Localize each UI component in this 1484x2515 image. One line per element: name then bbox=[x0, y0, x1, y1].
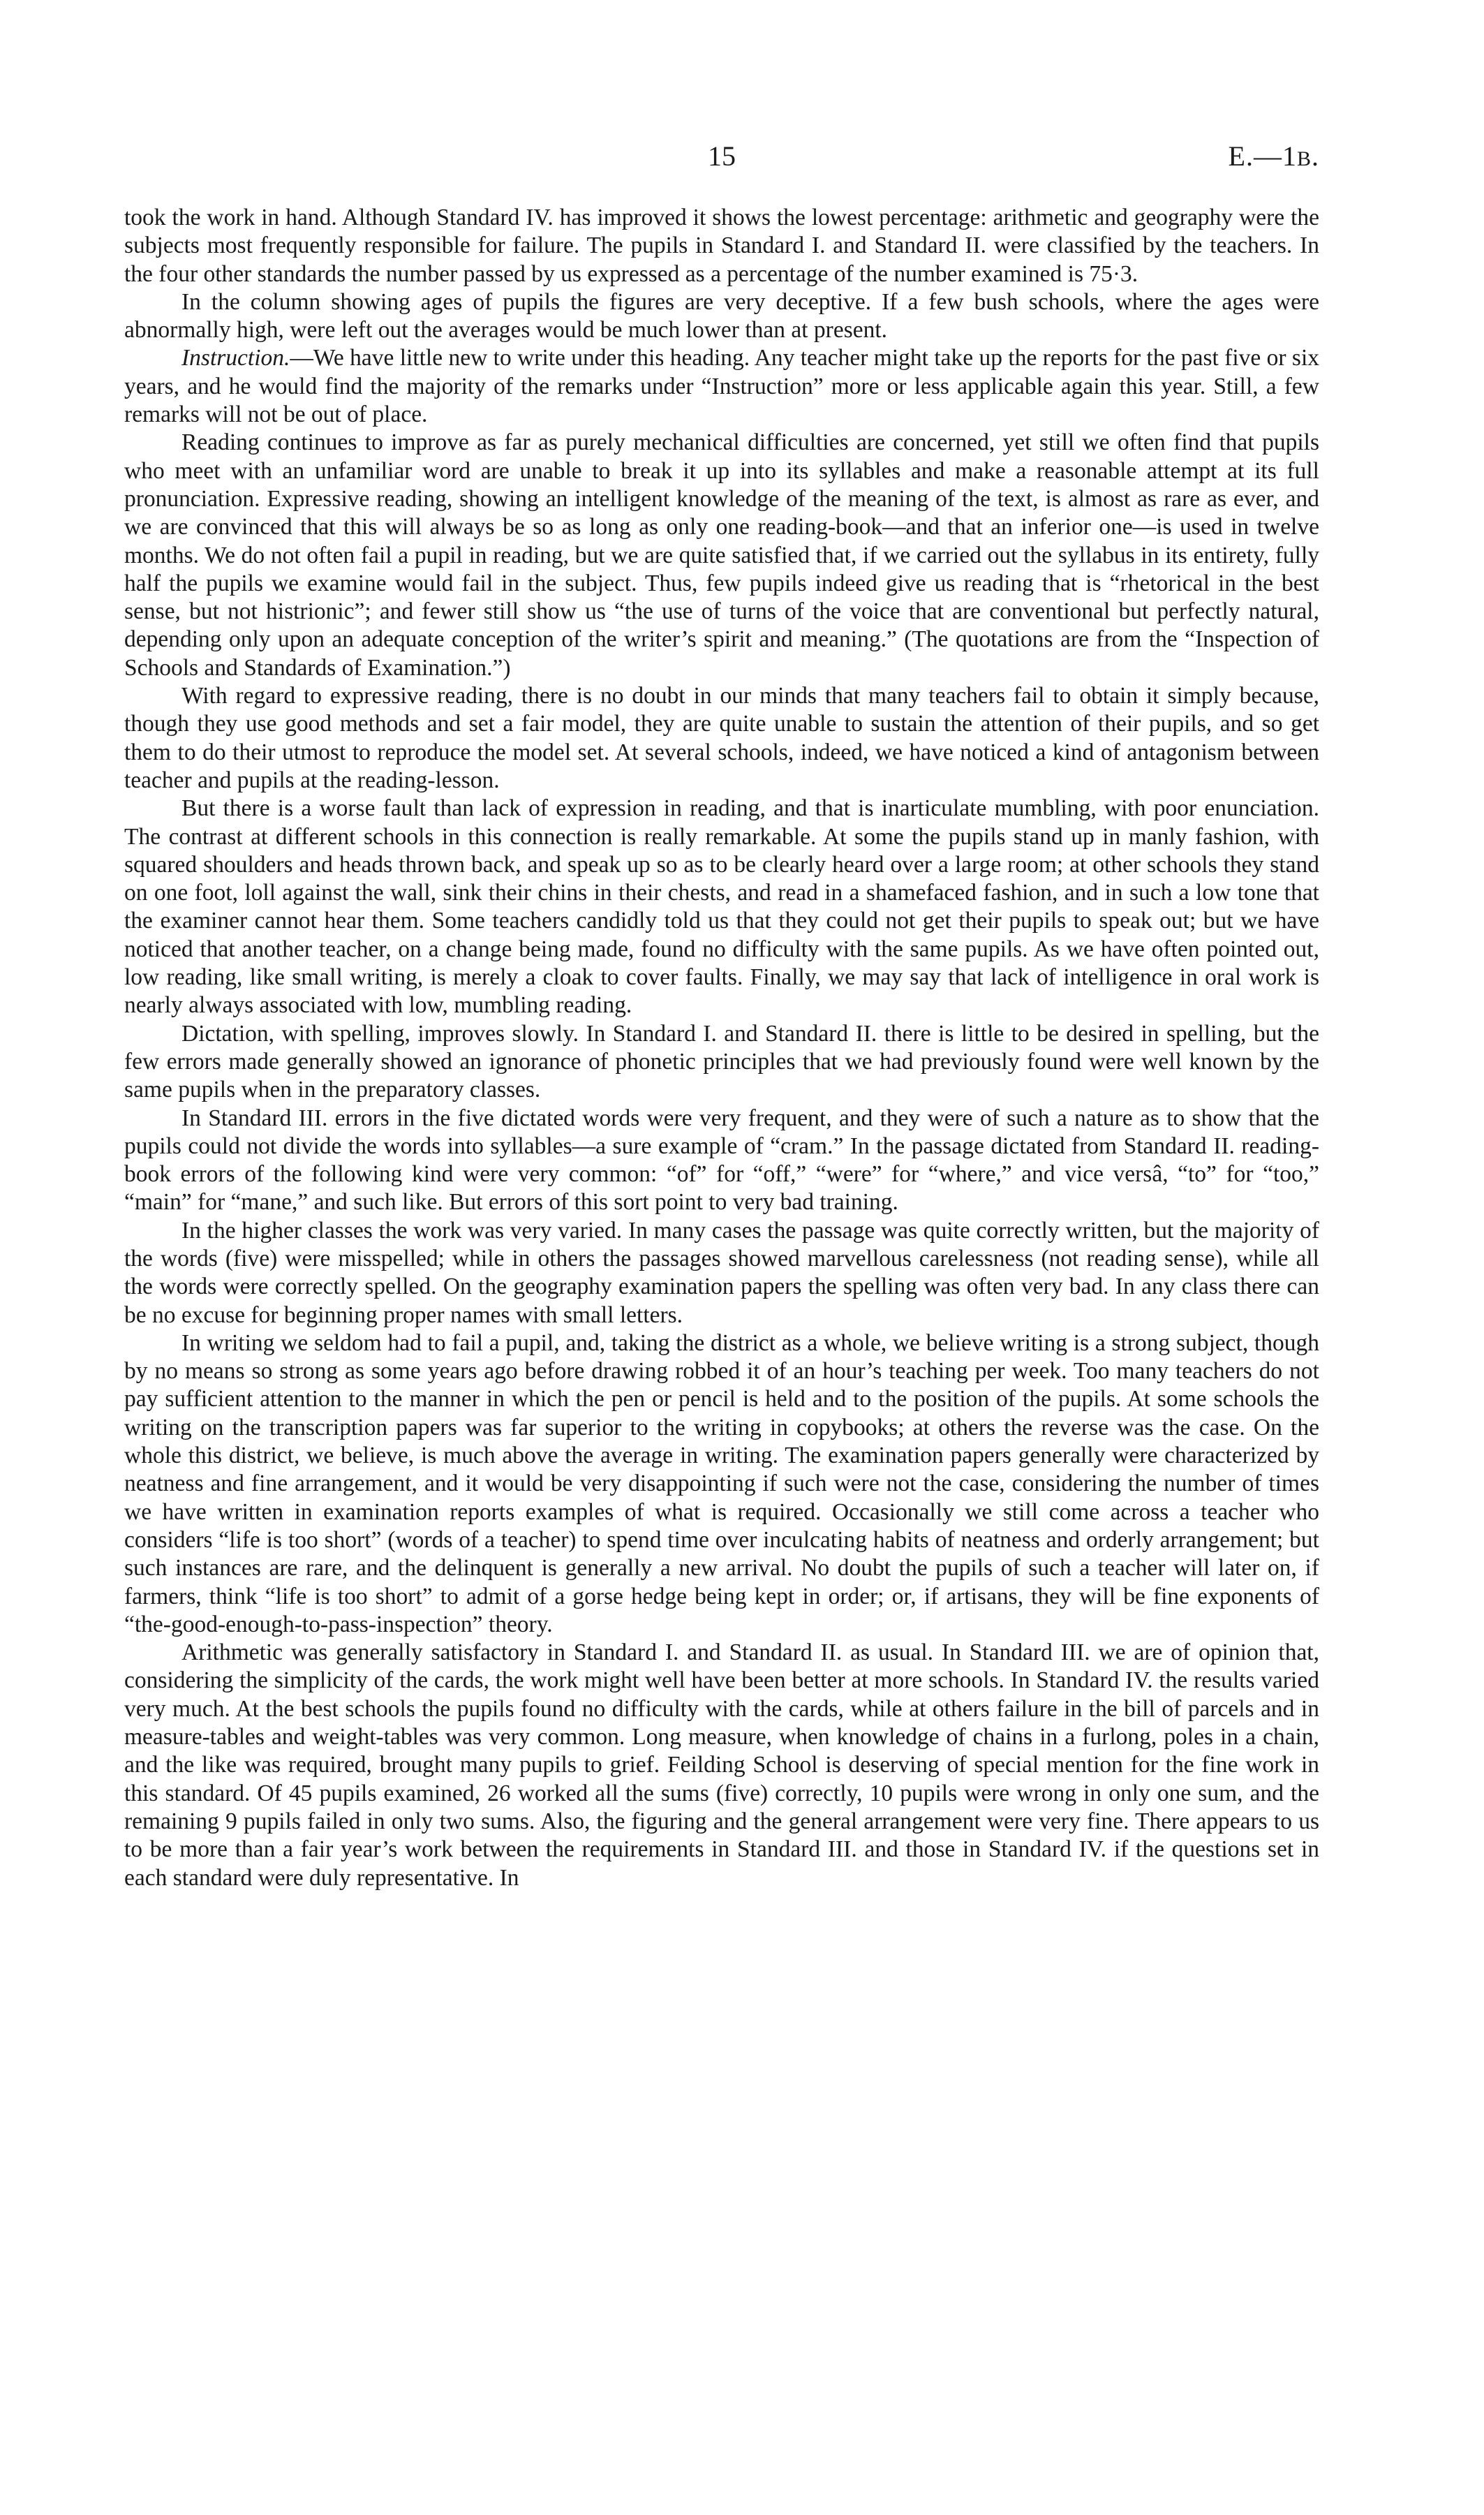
page-number: 15 bbox=[708, 140, 736, 172]
paragraph-text: But there is a worse fault than lack of expression in reading, and that is inarticulate mumbling, with poor enunciation. The contrast at different schools in this connection is really remarkable. At some the pupils stand up in manly fashion, with squared shoulders and heads thrown back, and speak up so as to be clearly heard over a large room; at other schools they stand on one foot, loll against the wall, sink their chins in their chests, and read in a shamefaced fashion, and in such a low tone that the examiner cannot hear them. Some teachers candidly told us that they could not get their pupils to speak out; but we have noticed that another teacher, on a change being made, found no difficulty with the same pupils. As we have often pointed out, low reading, like small writing, is merely a cloak to cover faults. Finally, we may say that lack of intelligence in oral work is nearly always associated with low, mumbling reading. bbox=[124, 795, 1319, 1019]
paragraph-text: In writing we seldom had to fail a pupil, and, taking the district as a whole, we believe writing is a strong subject, though by no means so strong as some years ago before drawing robbed it of an hour’s teaching per week. Too many teachers do not pay sufficient attention to the manner in which the pen or pencil is held and to the position of the pupils. At some schools the writing on the transcription papers was far superior to the writing in copybooks; at others the reverse was the case. On the whole this district, we believe, is much above the average in writing. The examination papers generally were characterized by neatness and fine arrangement, and it would be very disappointing if such were not the case, considering the number of times we have written in examination reports examples of what is required. Occasionally we still come across a teacher who considers “life is too short” (words of a teacher) to spend time over inculcating habits of neatness and orderly arrangement; but such instances are rare, and the delinquent is generally a new arrival. No doubt the pupils of such a teacher will later on, if farmers, think “life is too short” to admit of a gorse hedge being kept in order; or, if artisans, they will be fine exponents of “the-good-enough-to-pass-inspection” theory. bbox=[124, 1329, 1319, 1637]
document-code-prefix: E.—1 bbox=[1228, 140, 1297, 172]
paragraph-9 bbox=[124, 1217, 1319, 1329]
paragraph-1 bbox=[124, 204, 1319, 288]
document-code bbox=[1229, 140, 1319, 172]
paragraph-8 bbox=[124, 1105, 1319, 1217]
paragraph-text: Arithmetic was generally satisfactory in Standard I. and Standard II. as usual. In Standard III. we are of opinion that, considering the simplicity of the cards, the work might well have been better at more schools. In Standard IV. the results varied very much. At the best schools the pupils found no difficulty with the cards, while at others failure in the bill of parcels and in measure-tables and weight-tables was very common. Long measure, when knowledge of chains in a furlong, poles in a chain, and the like was required, brought many pupils to grief. Feilding School is deserving of special mention for the fine work in this standard. Of 45 pupils examined, 26 worked all the sums (five) correctly, 10 pupils were wrong in only one sum, and the remaining 9 pupils failed in only two sums. Also, the figuring and the general arrangement were very fine. There appears to us to be more than a fair year’s work between the requirements in Standard III. and those in Standard IV. if the questions set in each standard were duly representative. In bbox=[124, 1639, 1319, 1891]
paragraph-text: Dictation, with spelling, improves slowly. In Standard I. and Standard II. there is little to be desired in spelling, but the few errors made generally showed an ignorance of phonetic principles that we had previously found were well known by the same pupils when in the preparatory classes. bbox=[124, 1020, 1319, 1103]
paragraph-2 bbox=[124, 288, 1319, 345]
document-code-suffix: B bbox=[1296, 147, 1312, 170]
paragraph-10 bbox=[124, 1329, 1319, 1639]
paragraph-text: In the higher classes the work was very varied. In many cases the passage was quite correctly written, but the majority of the words (five) were misspelled; while in others the passages showed marvellous carelessness (not reading sense), while all the words were correctly spelled. On the geography examination papers the spelling was often very bad. In any class there can be no excuse for beginning proper names with small letters. bbox=[124, 1217, 1319, 1328]
paragraph-text: took the work in hand. Although Standard IV. has improved it shows the lowest percentage: arithmetic and geography were the subjects most frequently responsible for failure. The pupils in Standard I. and Standard II. were classified by the teachers. In the four other standards the number passed by us expressed as a percentage of the number examined is 75·3. bbox=[124, 205, 1319, 287]
paragraph-4 bbox=[124, 429, 1319, 682]
section-heading-instruction: Instruction. bbox=[181, 345, 290, 371]
paragraph-6 bbox=[124, 795, 1319, 1019]
paragraph-5 bbox=[124, 682, 1319, 795]
paragraph-text: —We have little new to write under this heading. Any teacher might take up the reports for the past five or six years, and he would find the majority of the remarks under “Instruction” more or less applicable again this year. Still, a few remarks will not be out of place. bbox=[124, 345, 1320, 428]
paragraph-text: Reading continues to improve as far as purely mechanical difficulties are concerned, yet still we often find that pupils who meet with an unfamiliar word are unable to break it up into its syllables and make a reasonable attempt at its full pronunciation. Expressive reading, showing an intelligent knowledge of the meaning of the text, is almost as rare as ever, and we are convinced that this will always be so as long as only one reading-book—and that an inferior one—is used in twelve months. We do not often fail a pupil in reading, but we are quite satisfied that, if we carried out the syllabus in its entirety, fully half the pupils we examine would fail in the subject. Thus, few pupils indeed give us reading that is “rhetorical in the best sense, but not histrionic”; and fewer still show us “the use of turns of the voice that are conventional but perfectly natural, depending only upon an adequate conception of the writer’s spirit and meaning.” (The quotations are from the “Inspection of Schools and Standards of Examination.”) bbox=[124, 429, 1319, 681]
document-code-end: . bbox=[1312, 140, 1319, 172]
document-page bbox=[124, 140, 1319, 1892]
paragraph-text: With regard to expressive reading, there is no doubt in our minds that many teachers fail to obtain it simply because, though they use good methods and set a fair model, they are quite unable to sustain the attention of their pupils, and so get them to do their utmost to reproduce the model set. At several schools, indeed, we have noticed a kind of antagonism between teacher and pupils at the reading-lesson. bbox=[124, 683, 1319, 793]
paragraph-7 bbox=[124, 1020, 1319, 1105]
paragraph-text: In the column showing ages of pupils the figures are very deceptive. If a few bush schools, where the ages were abnormally high, were left out the averages would be much lower than at present. bbox=[124, 288, 1319, 344]
page-header bbox=[124, 140, 1319, 189]
paragraph-11 bbox=[124, 1639, 1319, 1892]
paragraph-3 bbox=[124, 344, 1319, 429]
body-text bbox=[124, 204, 1319, 1892]
paragraph-text: In Standard III. errors in the five dictated words were very frequent, and they were of such a nature as to show that the pupils could not divide the words into syllables—a sure example of “cram.” In the passage dictated from Standard II. reading-book errors of the following kind were very common: “of” for “off,” “were” for “where,” and vice versâ, “to” for “too,” “main” for “mane,” and such like. But errors of this sort point to very bad training. bbox=[124, 1105, 1319, 1216]
